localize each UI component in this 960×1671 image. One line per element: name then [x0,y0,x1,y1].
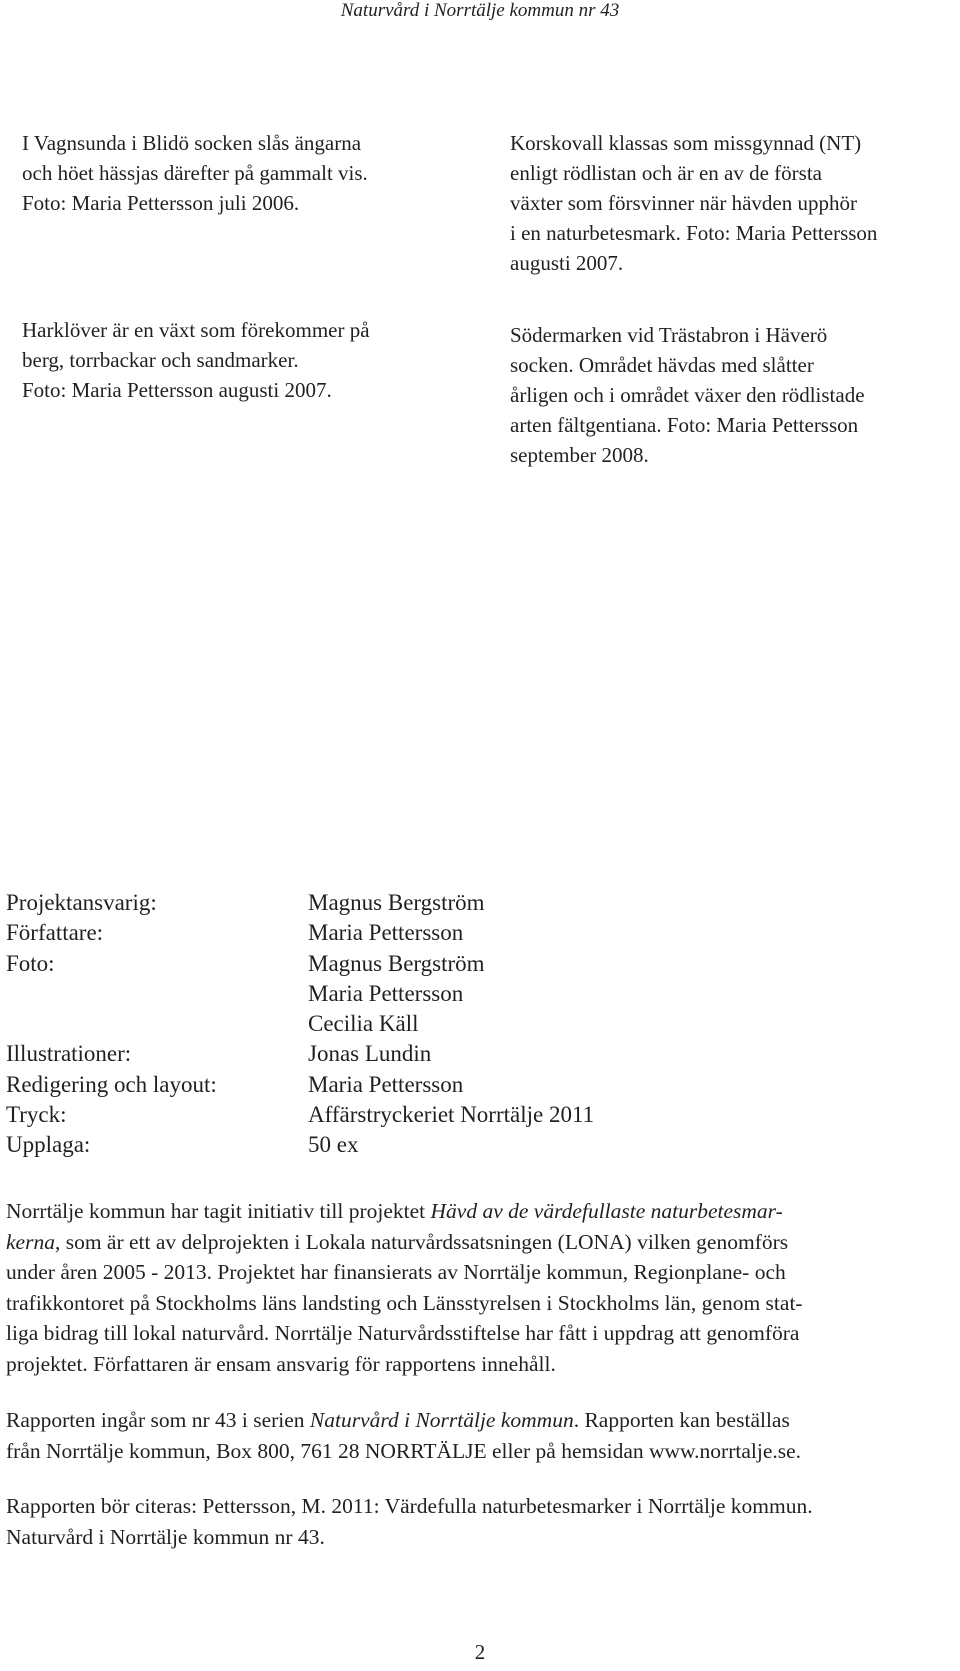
credits-label: Författare: [6,920,104,946]
paragraph-line: från Norrtälje kommun, Box 800, 761 28 NORRTÄLJE eller på hemsidan www.norrtalje.se. [6,1438,802,1463]
paragraph-line: liga bidrag till lokal naturvård. Norrtälje Naturvårdsstiftelse har fått i uppdrag att genomföra [6,1321,800,1345]
project-title-continued: kerna [6,1229,55,1254]
project-title: Hävd av de värdefullaste naturbetesmar- [430,1199,783,1223]
paragraph-line: projektet. Författaren är ensam ansvarig för rapportens innehåll. [6,1351,556,1376]
caption-line: i en naturbetesmark. Foto: Maria Pettersson [510,221,878,245]
credits-label: Illustrationer: [6,1041,132,1067]
series-title: Naturvård i Norrtälje kommun [309,1408,574,1432]
caption-line: augusti 2007. [510,251,624,275]
page-number: 2 [474,1640,486,1664]
caption-line: I Vagnsunda i Blidö socken slås ängarna [22,131,362,155]
caption-line: Södermarken vid Trästabron i Häverö [510,323,828,347]
paragraph-text: Norrtälje kommun har tagit initiativ till projektet [6,1199,431,1223]
project-paragraph [6,1196,952,1379]
caption-line: enligt rödlistan och är en av de första [510,161,822,185]
credits-label: Foto: [6,950,55,976]
credits-value: 50 ex [308,1132,359,1158]
caption-line: berg, torrbackar och sandmarker. [22,348,299,372]
caption-vagnsunda [22,128,368,218]
caption-line: Foto: Maria Pettersson augusti 2007. [22,378,332,402]
paragraph-text: Rapporten ingår som nr 43 i serien [6,1408,310,1432]
credits-value: Maria Pettersson [308,980,464,1006]
caption-line: och höet hässjas därefter på gammalt vis. [22,161,368,185]
paragraph-line: Naturvård i Norrtälje kommun nr 43. [6,1524,325,1549]
credits-value: Jonas Lundin [308,1041,432,1067]
caption-line: arten fältgentiana. Foto: Maria Pettersson [510,413,859,437]
credits-value: Maria Pettersson [308,920,464,946]
paragraph-line: under åren 2005 - 2013. Projektet har finansierats av Norrtälje kommun, Regionplane- och [6,1260,786,1284]
credits-value: Affärstryckeriet Norrtälje 2011 [308,1102,595,1128]
paragraph-line [6,1196,952,1227]
paragraph-line: Rapporten bör citeras: Pettersson, M. 2011: Värdefulla naturbetesmarker i Norrtälje kommun. [6,1494,813,1518]
caption-line: Harklöver är en växt som förekommer på [22,318,370,342]
caption-line: årligen och i området växer den rödlistade [510,383,865,407]
caption-line: Korskovall klassas som missgynnad (NT) [510,131,862,155]
credits-label: Tryck: [6,1102,67,1128]
caption-sodermarken [510,320,865,470]
caption-line: september 2008. [510,443,649,467]
paragraph-line: trafikkontoret på Stockholms läns landsting och Länsstyrelsen i Stockholms län, genom stat- [6,1290,803,1315]
credits-value: Maria Pettersson [308,1071,464,1097]
caption-harklover [22,315,370,405]
caption-line: socken. Området hävdas med slåtter [510,353,814,377]
paragraph-text: . Rapporten kan beställas [573,1408,790,1432]
caption-korskovall [510,128,877,278]
credits-label: Redigering och layout: [6,1071,217,1097]
credits-value: Magnus Bergström [308,950,485,976]
paragraph-text: , som är ett av delprojekten i Lokala naturvårdssatsningen (LONA) vilken genomförs [54,1229,789,1254]
caption-line: Foto: Maria Pettersson juli 2006. [22,191,300,215]
running-header: Naturvård i Norrtälje kommun nr 43 [340,0,620,21]
credits-value: Magnus Bergström [308,890,485,915]
credits-value: Cecilia Käll [308,1011,419,1037]
citation-paragraph [6,1491,952,1552]
paragraph-line [6,1405,952,1436]
credits-label: Upplaga: [6,1132,91,1158]
paragraph-line [6,1227,952,1258]
credits-label: Projektansvarig: [6,890,157,915]
series-paragraph [6,1405,952,1466]
caption-line: växter som försvinner när hävden upphör [510,191,857,215]
